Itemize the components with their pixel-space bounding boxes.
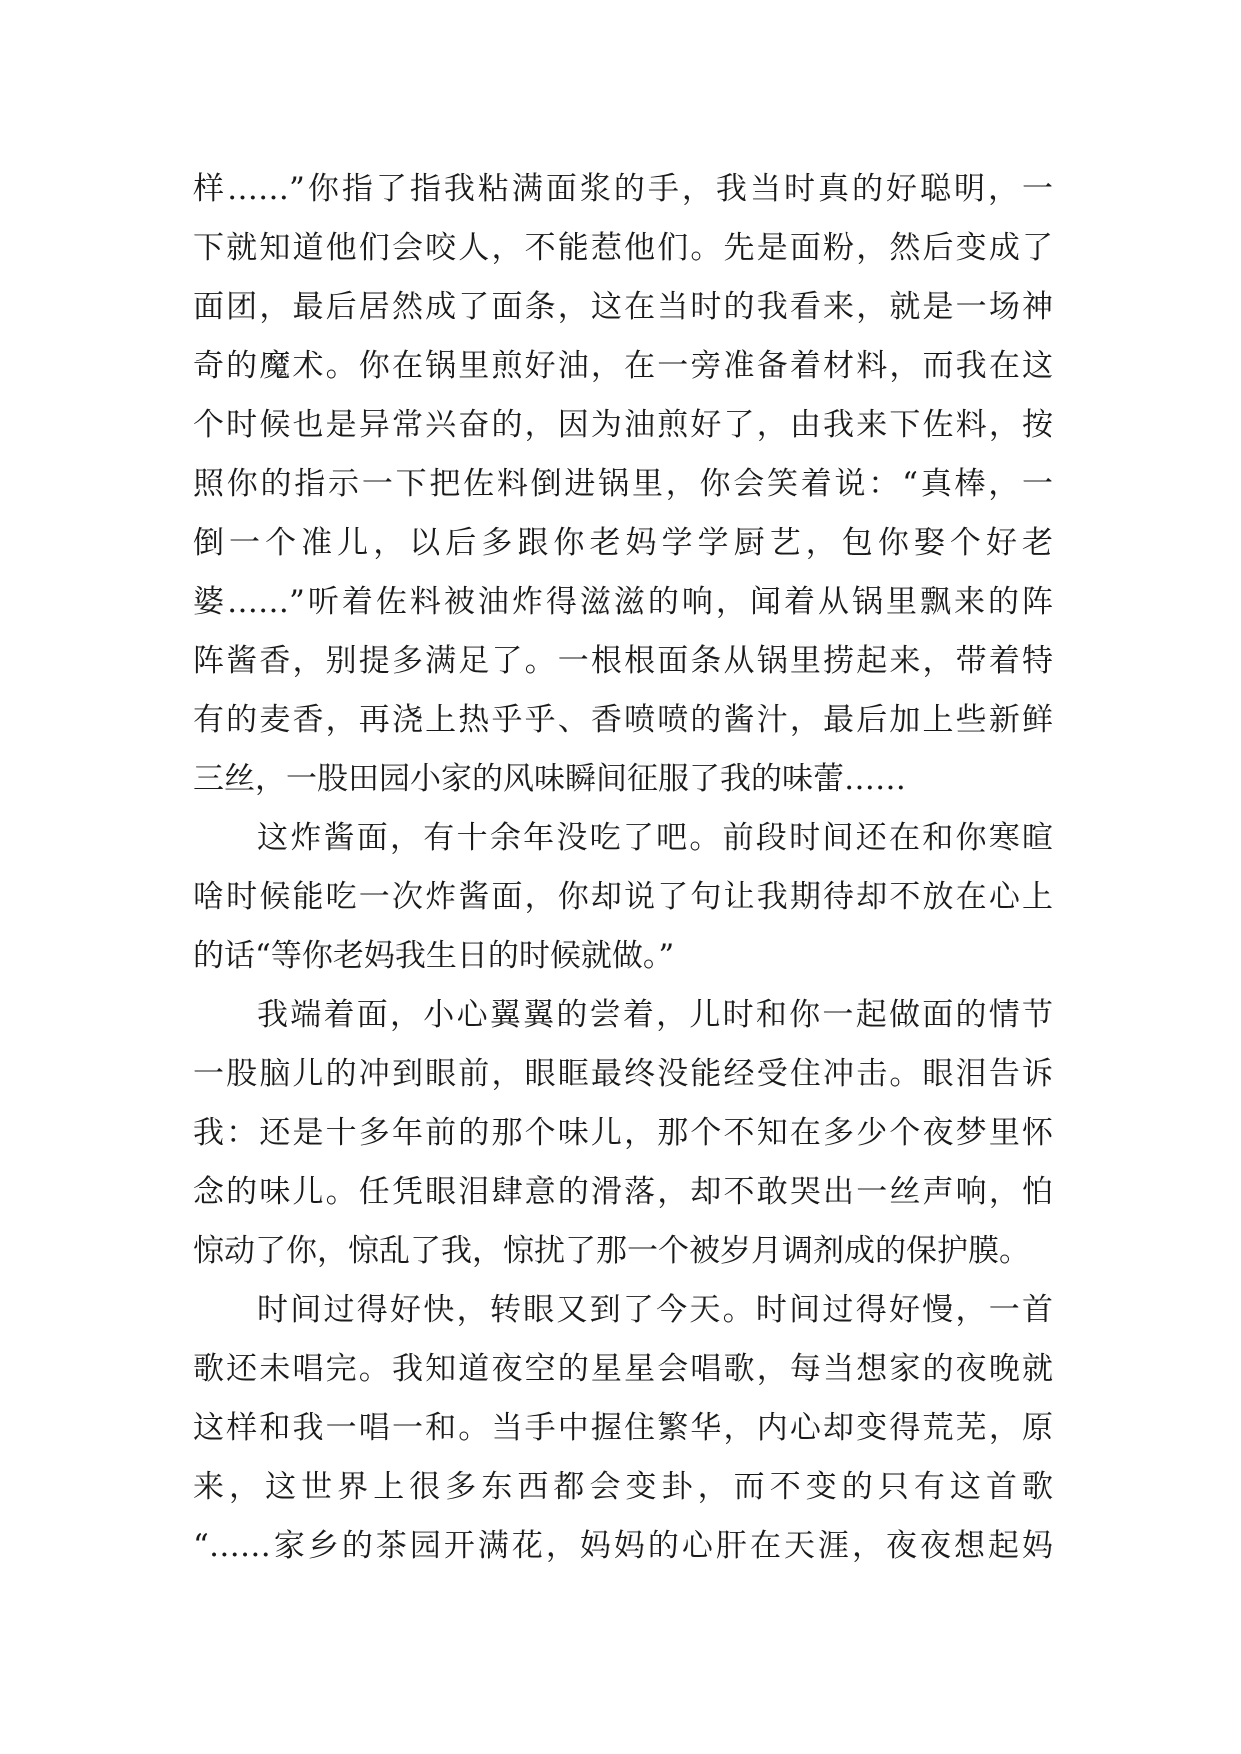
text-line: “……家乡的茶园开满花，妈妈的心肝在天涯，夜夜想起妈 xyxy=(193,1528,1053,1564)
text-line: 面团，最后居然成了面条，这在当时的我看来，就是一场神 xyxy=(193,289,1053,325)
text-line: 下就知道他们会咬人，不能惹他们。先是面粉，然后变成了 xyxy=(193,230,1053,266)
text-line: 时间过得好快，转眼又到了今天。时间过得好慢，一首 xyxy=(257,1292,1053,1328)
text-line: 个时候也是异常兴奋的，因为油煎好了，由我来下佐料，按 xyxy=(193,407,1053,443)
text-line: 阵酱香，别提多满足了。一根根面条从锅里捞起来，带着特 xyxy=(193,643,1053,679)
text-line: 有的麦香，再浇上热乎乎、香喷喷的酱汁，最后加上些新鲜 xyxy=(193,702,1053,738)
text-line: 照你的指示一下把佐料倒进锅里，你会笑着说：“真棒，一 xyxy=(193,466,1053,502)
text-line: 来，这世界上很多东西都会变卦，而不变的只有这首歌 xyxy=(193,1469,1053,1505)
text-line: 这样和我一唱一和。当手中握住繁华，内心却变得荒芜，原 xyxy=(193,1410,1053,1446)
body-text xyxy=(193,160,1053,1576)
text-line: 我端着面，小心翼翼的尝着，儿时和你一起做面的情节 xyxy=(257,997,1053,1033)
text-line: 一股脑儿的冲到眼前，眼眶最终没能经受住冲击。眼泪告诉 xyxy=(193,1056,1053,1092)
text-line: 惊动了你，惊乱了我，惊扰了那一个被岁月调剂成的保护膜。 xyxy=(193,1233,1030,1269)
text-line: 这炸酱面，有十余年没吃了吧。前段时间还在和你寒暄 xyxy=(257,820,1053,856)
text-line: 的话“等你老妈我生日的时候就做。” xyxy=(193,938,675,974)
text-line: 婆……”听着佐料被油炸得滋滋的响，闻着从锅里飘来的阵 xyxy=(193,584,1053,620)
text-line: 念的味儿。任凭眼泪肆意的滑落，却不敢哭出一丝声响，怕 xyxy=(193,1174,1053,1210)
text-line: 歌还未唱完。我知道夜空的星星会唱歌，每当想家的夜晚就 xyxy=(193,1351,1053,1387)
text-line: 奇的魔术。你在锅里煎好油，在一旁准备着材料，而我在这 xyxy=(193,348,1053,384)
text-line: 倒一个准儿，以后多跟你老妈学学厨艺，包你娶个好老 xyxy=(193,525,1053,561)
text-line: 啥时候能吃一次炸酱面，你却说了句让我期待却不放在心上 xyxy=(193,879,1053,915)
text-line: 三丝，一股田园小家的风味瞬间征服了我的味蕾…… xyxy=(193,761,906,797)
text-line: 样……”你指了指我粘满面浆的手，我当时真的好聪明，一 xyxy=(193,171,1053,207)
text-line: 我：还是十多年前的那个味儿，那个不知在多少个夜梦里怀 xyxy=(193,1115,1053,1151)
